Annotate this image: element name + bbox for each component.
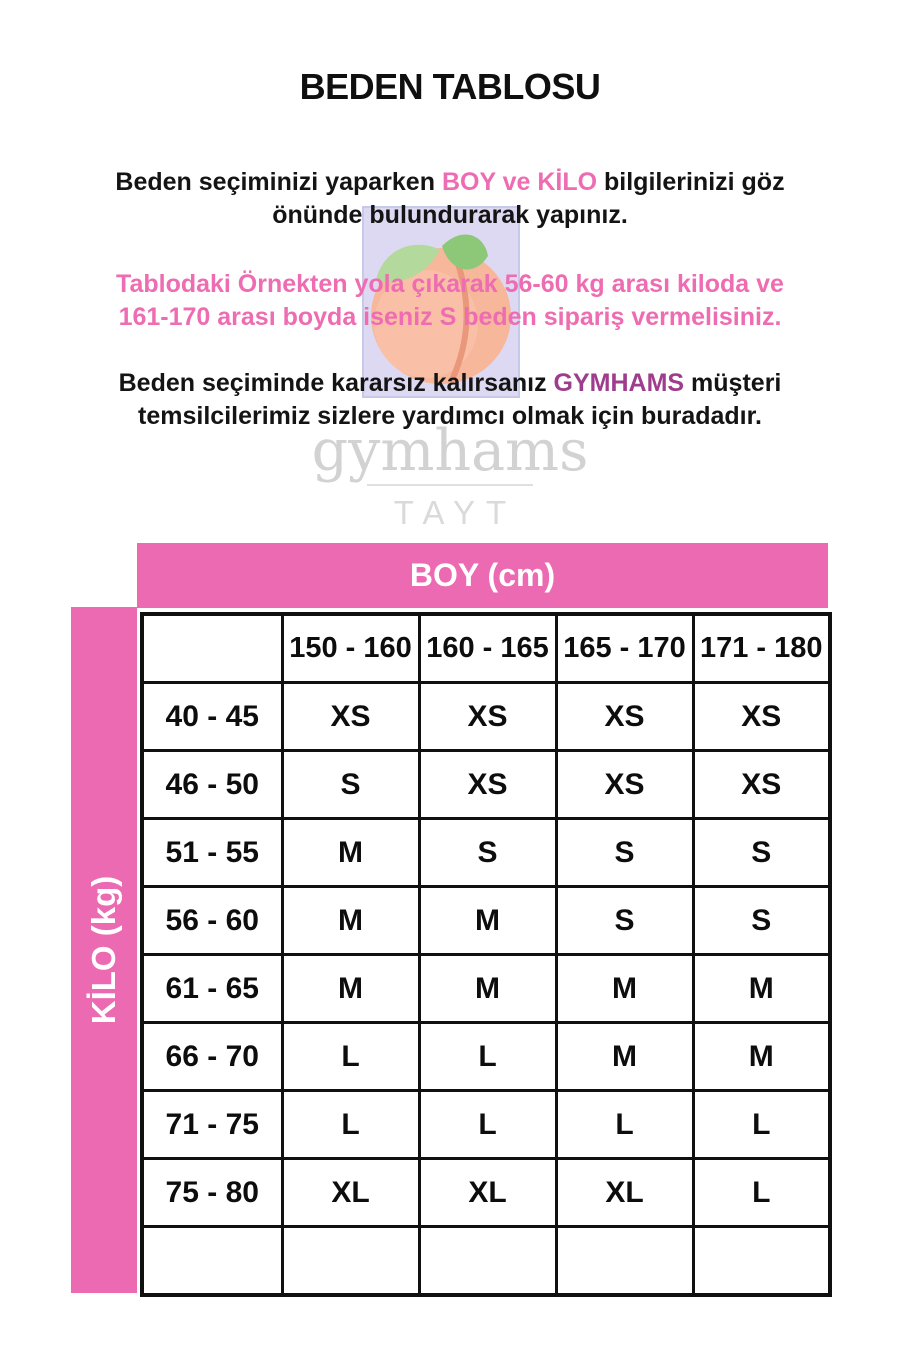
size-cell: M <box>419 955 556 1023</box>
size-cell: XS <box>282 683 419 751</box>
size-cell: M <box>282 819 419 887</box>
row-label: 71 - 75 <box>142 1091 282 1159</box>
size-cell: M <box>693 1023 830 1091</box>
table-row <box>142 683 830 751</box>
support-text <box>90 367 810 433</box>
row-label: 51 - 55 <box>142 819 282 887</box>
support-after: müşteri temsilcilerimiz sizlere yardımcı olmak için buradadır. <box>138 369 782 430</box>
row-label: 66 - 70 <box>142 1023 282 1091</box>
brand-name: GYMHAMS <box>553 369 685 397</box>
size-cell: M <box>282 887 419 955</box>
size-cell: XS <box>556 683 693 751</box>
size-cell: M <box>282 955 419 1023</box>
row-label: 46 - 50 <box>142 751 282 819</box>
table-header-row <box>142 614 830 683</box>
row-label <box>142 1227 282 1296</box>
size-cell: S <box>693 887 830 955</box>
size-cell: S <box>556 887 693 955</box>
size-cell: XS <box>419 683 556 751</box>
size-cell <box>693 1227 830 1296</box>
row-label: 56 - 60 <box>142 887 282 955</box>
size-cell: XL <box>556 1159 693 1227</box>
intro-text <box>90 166 810 232</box>
size-cell <box>556 1227 693 1296</box>
size-cell: L <box>419 1023 556 1091</box>
size-cell: S <box>282 751 419 819</box>
size-cell: L <box>282 1091 419 1159</box>
table-row <box>142 1023 830 1091</box>
example-text: Tablodaki Örnekten yola çıkarak 56-60 kg arası kiloda ve 161-170 arası boyda iseniz S beden sipariş vermelisiniz. <box>116 270 784 331</box>
table-row <box>142 955 830 1023</box>
support-before: Beden seçiminde kararsız kalırsanız <box>118 369 554 397</box>
row-label: 61 - 65 <box>142 955 282 1023</box>
size-cell: XL <box>282 1159 419 1227</box>
table-row <box>142 1227 830 1296</box>
size-cell: XS <box>693 683 830 751</box>
size-cell: M <box>556 1023 693 1091</box>
size-cell: L <box>419 1091 556 1159</box>
size-cell: L <box>556 1091 693 1159</box>
size-cell: S <box>693 819 830 887</box>
size-cell: M <box>556 955 693 1023</box>
size-table <box>140 612 832 1297</box>
corner-cell <box>142 614 282 683</box>
size-cell: XS <box>556 751 693 819</box>
weight-axis-banner <box>71 607 137 1293</box>
size-cell <box>419 1227 556 1296</box>
size-cell: S <box>556 819 693 887</box>
size-cell: L <box>693 1091 830 1159</box>
table-row <box>142 819 830 887</box>
size-cell: S <box>419 819 556 887</box>
watermark-product: TAYT <box>393 494 518 531</box>
col-header: 165 - 170 <box>556 614 693 683</box>
size-cell: M <box>693 955 830 1023</box>
col-header: 150 - 160 <box>282 614 419 683</box>
size-cell: XS <box>693 751 830 819</box>
size-cell: L <box>282 1023 419 1091</box>
size-cell: XS <box>419 751 556 819</box>
table-row <box>142 751 830 819</box>
size-cell <box>282 1227 419 1296</box>
intro-after: bilgilerinizi göz önünde bulundurarak yapınız. <box>272 168 785 229</box>
row-label: 75 - 80 <box>142 1159 282 1227</box>
watermark <box>0 418 900 532</box>
watermark-divider <box>367 484 533 486</box>
intro-highlight: BOY ve KİLO <box>441 168 598 196</box>
size-cell: M <box>419 887 556 955</box>
col-header: 171 - 180 <box>693 614 830 683</box>
size-cell: L <box>693 1159 830 1227</box>
height-axis-banner: BOY (cm) <box>137 543 828 608</box>
col-header: 160 - 165 <box>419 614 556 683</box>
row-label: 40 - 45 <box>142 683 282 751</box>
intro-before: Beden seçiminizi yaparken <box>115 168 442 196</box>
table-row <box>142 1091 830 1159</box>
table-row <box>142 887 830 955</box>
table-row <box>142 1159 830 1227</box>
watermark-brand: gymhams <box>311 418 589 484</box>
weight-axis-label: KİLO (kg) <box>85 875 123 1025</box>
size-cell: XL <box>419 1159 556 1227</box>
page-title: BEDEN TABLOSU <box>299 66 601 107</box>
